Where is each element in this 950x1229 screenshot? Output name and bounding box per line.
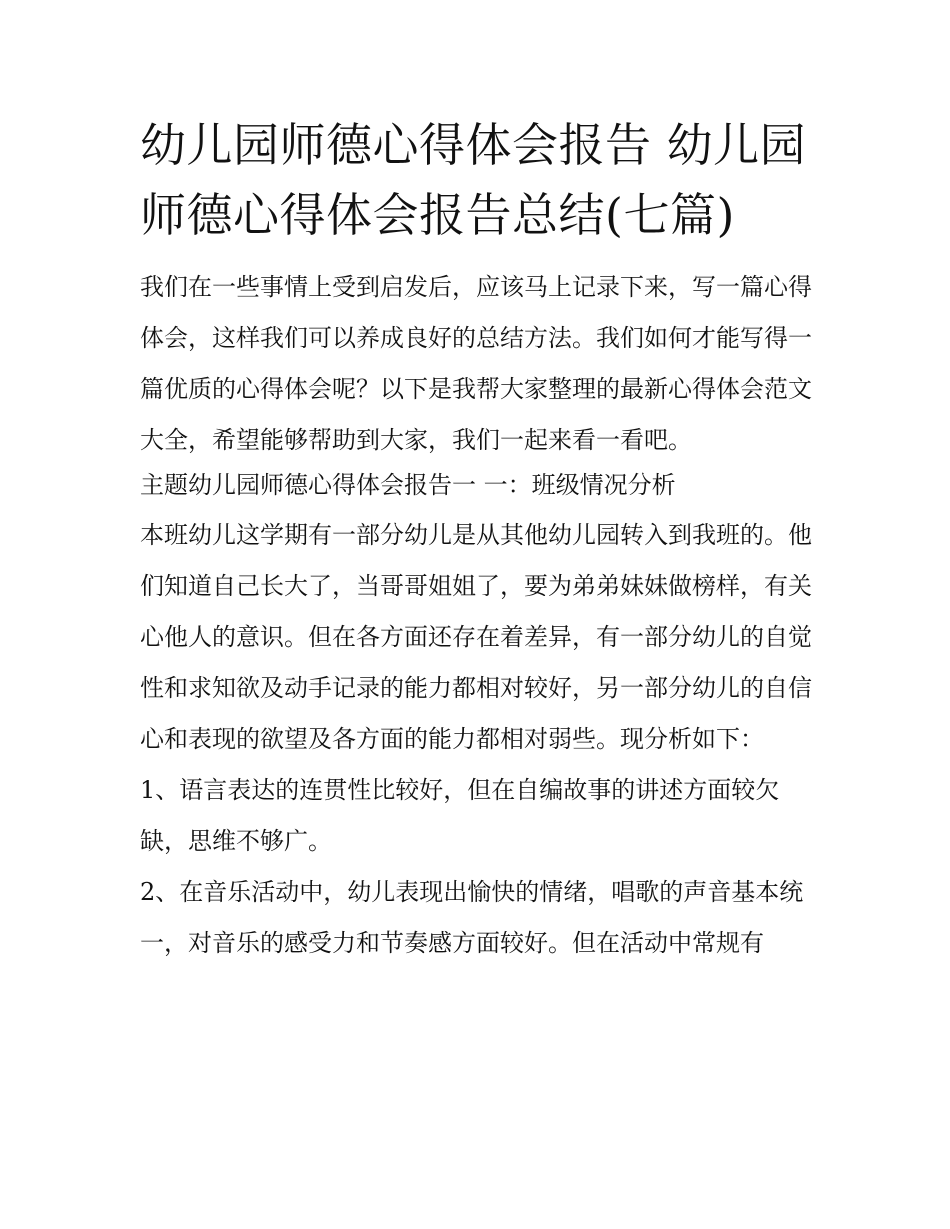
list-item: 2、在音乐活动中，幼儿表现出愉快的情绪，唱歌的声音基本统一，对音乐的感受力和节奏感方面较好。但在活动中常规有 — [140, 878, 804, 957]
list-item: 1、语言表达的连贯性比较好，但在自编故事的讲述方面较欠缺，思维不够广。 — [140, 776, 780, 855]
section-heading: 主题幼儿园师德心得体会报告一 一：班级情况分析 — [140, 471, 676, 499]
intro-paragraph: 我们在一些事情上受到启发后，应该马上记录下来，写一篇心得体会，这样我们可以养成良好的总结方法。我们如何才能写得一篇优质的心得体会呢？以下是我帮大家整理的最新心得体会范文大全，希望能够帮助到大家，我们一起来看一看吧。 — [140, 273, 812, 454]
document-title: 幼儿园师德心得体会报告 幼儿园师德心得体会报告总结(七篇) — [140, 118, 807, 242]
body-paragraph: 本班幼儿这学期有一部分幼儿是从其他幼儿园转入到我班的。他们知道自己长大了，当哥哥姐姐了，要为弟弟妹妹做榜样，有关心他人的意识。但在各方面还存在着差异，有一部分幼儿的自觉性和求知欲及动手记录的能力都相对较好，另一部分幼儿的自信心和表现的欲望及各方面的能力都相对弱些。现分析如下： — [140, 521, 812, 753]
document-page — [140, 110, 820, 969]
